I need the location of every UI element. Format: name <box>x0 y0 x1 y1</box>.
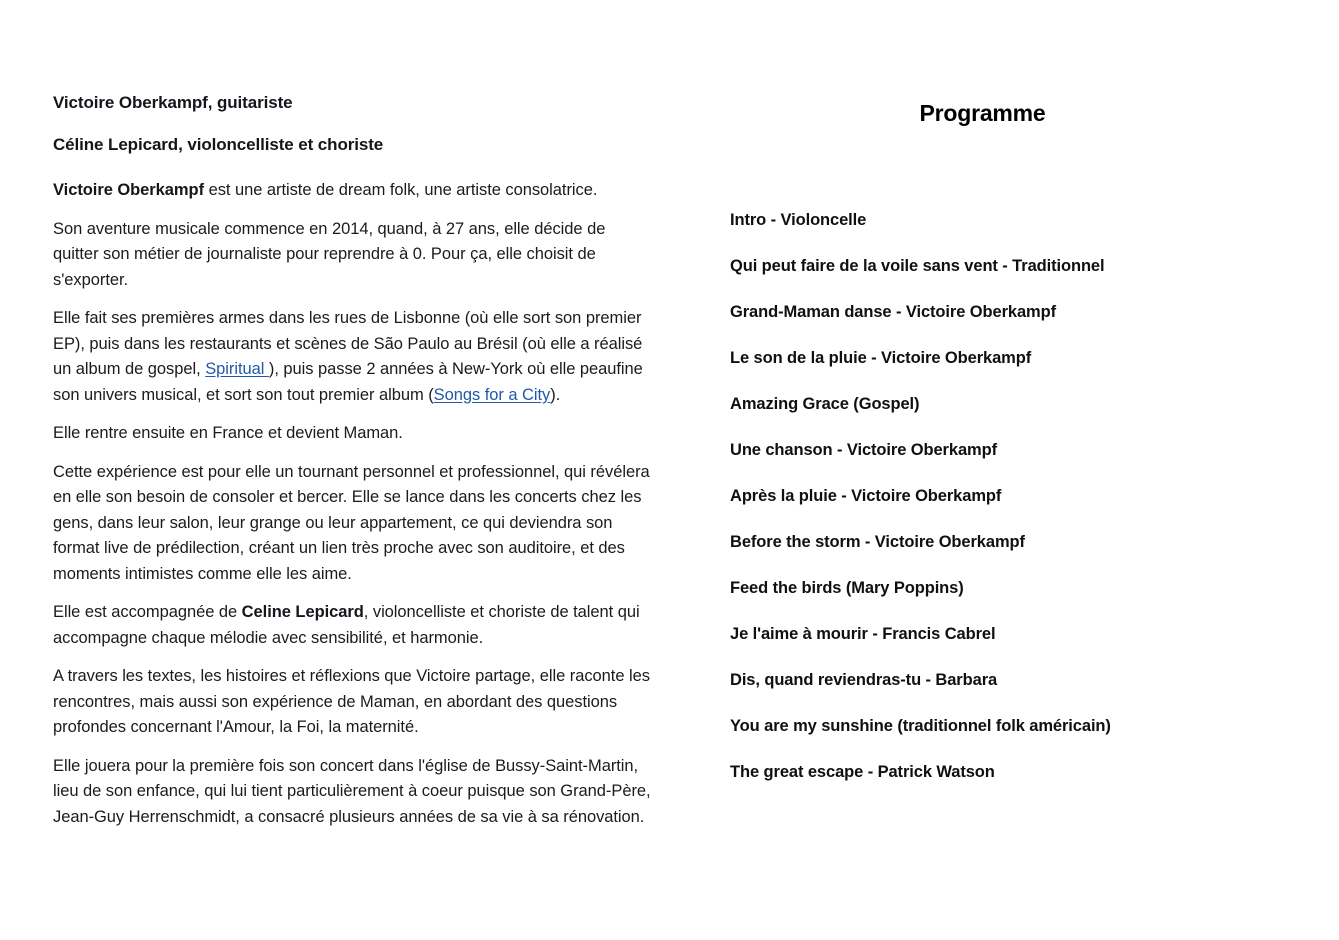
programme-title: Programme <box>919 100 1046 126</box>
programme-item: Amazing Grace (Gospel) <box>730 395 920 413</box>
bio-paragraph-turning-point: Cette expérience est pour elle un tournant personnel et professionnel, qui révélera en elle son besoin de consoler et bercer. Elle se lance dans les concerts chez les gens, dans leur salon, leur grange ou leur appartement, ce qui deviendra son format live de prédilection, créant un lien très proche avec son auditoire, et des moments intimistes comme elle les aime. <box>53 462 650 583</box>
bio-intro-artist-name: Victoire Oberkampf <box>53 181 205 199</box>
programme-item: Before the storm - Victoire Oberkampf <box>730 533 1025 551</box>
programme-item: Une chanson - Victoire Oberkampf <box>730 441 997 459</box>
artist-bio-column <box>53 90 653 830</box>
programme-item: Je l'aime à mourir - Francis Cabrel <box>730 625 996 643</box>
bio-paragraph-accompaniment <box>53 600 653 651</box>
programme-song-list <box>730 209 1300 783</box>
programme-column <box>700 98 1300 781</box>
bio-accompaniment-cellist-name: Celine Lepicard <box>241 603 364 621</box>
link-songs-for-a-city-album[interactable]: Songs for a City <box>433 385 551 404</box>
programme-item: Dis, quand reviendras-tu - Barbara <box>730 671 998 689</box>
bio-paragraph-themes: A travers les textes, les histoires et réflexions que Victoire partage, elle raconte les rencontres, mais aussi son expérience de Maman, en abordant des questions profondes concernant l'Amour, la Foi, la maternité. <box>53 667 650 736</box>
bio-travels-text-before-spiritual: Elle fait ses premières armes dans les rues de Lisbonne (où elle sort son premier EP), puis dans les restaurants et scènes de São Paulo au Brésil (où elle a réalisé un album de gospel, <box>53 309 643 378</box>
bio-paragraph-beginnings: Son aventure musicale commence en 2014, quand, à 27 ans, elle décide de quitter son métier de journaliste pour reprendre à 0. Pour ça, elle choisit de s'exporter. <box>53 219 606 289</box>
bio-travels-text-after: ). <box>550 385 561 404</box>
bio-paragraph-travels <box>53 306 653 408</box>
bio-paragraph-venue: Elle jouera pour la première fois son concert dans l'église de Bussy-Saint-Martin, lieu de son enfance, qui lui tient particulièrement à coeur puisque son Grand-Père, Jean-Guy Herrenschmidt, a consacré plusieurs années de sa vie à sa rénovation. <box>53 756 651 826</box>
programme-item: Intro - Violoncelle <box>730 211 867 229</box>
programme-item: Grand-Maman danse - Victoire Oberkampf <box>730 303 1056 321</box>
link-spiritual-album[interactable]: Spiritual <box>205 360 269 378</box>
programme-item: Le son de la pluie - Victoire Oberkampf <box>730 349 1032 367</box>
bio-accompaniment-text-after: , violoncelliste et choriste de talent qui accompagne chaque mélodie avec sensibilité, et harmonie. <box>53 603 640 647</box>
bio-accompaniment-text-before: Elle est accompagnée de <box>53 603 242 621</box>
bio-paragraph-return-france: Elle rentre ensuite en France et devient Maman. <box>53 424 403 442</box>
bio-travels-text-middle: ), puis passe 2 années à New-York où elle peaufine son univers musical, et sort son tout premier album ( <box>53 360 643 404</box>
programme-item: Qui peut faire de la voile sans vent - Traditionnel <box>730 257 1105 275</box>
bio-intro-description: est une artiste de dream folk, une artiste consolatrice. <box>204 181 598 199</box>
programme-item: Après la pluie - Victoire Oberkampf <box>730 487 1002 505</box>
programme-item: You are my sunshine (traditionnel folk américain) <box>730 717 1111 735</box>
artist-heading-cellist: Céline Lepicard, violoncelliste et choriste <box>53 135 384 154</box>
artist-heading-guitarist: Victoire Oberkampf, guitariste <box>53 93 293 112</box>
programme-item: The great escape - Patrick Watson <box>730 763 995 781</box>
bio-paragraph-intro <box>53 178 653 204</box>
programme-item: Feed the birds (Mary Poppins) <box>730 579 964 597</box>
